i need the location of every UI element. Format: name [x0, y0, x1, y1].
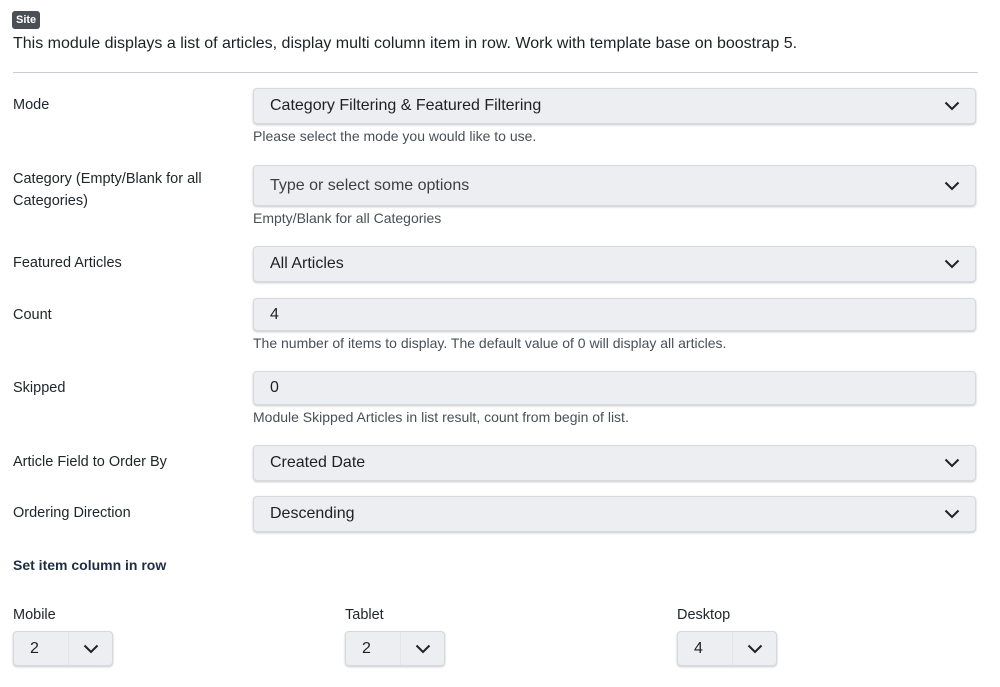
- chevron-down-icon: [929, 247, 975, 281]
- category-help: Empty/Blank for all Categories: [253, 210, 442, 226]
- order-by-label: Article Field to Order By: [13, 454, 167, 470]
- tablet-label: Tablet: [345, 607, 384, 623]
- featured-value: All Articles: [270, 255, 344, 272]
- featured-label: Featured Articles: [13, 255, 122, 271]
- mode-help: Please select the mode you would like to use.: [253, 128, 537, 144]
- tablet-columns-select[interactable]: [345, 631, 445, 666]
- count-input[interactable]: [253, 298, 976, 331]
- divider: [13, 72, 978, 73]
- chevron-down-icon: [929, 446, 975, 480]
- desktop-columns-value: 4: [694, 639, 703, 657]
- skipped-input[interactable]: [253, 371, 976, 405]
- count-value: 4: [270, 305, 279, 323]
- skipped-label: Skipped: [13, 380, 66, 396]
- mobile-columns-value: 2: [30, 639, 39, 657]
- count-help: The number of items to display. The default value of 0 will display all articles.: [253, 335, 727, 351]
- tablet-columns-value: 2: [362, 639, 371, 657]
- skipped-help: Module Skipped Articles in list result, count from begin of list.: [253, 409, 629, 425]
- chevron-down-icon: [400, 632, 444, 665]
- desktop-label: Desktop: [677, 607, 731, 623]
- direction-label: Ordering Direction: [13, 505, 131, 521]
- category-placeholder: Type or select some options: [270, 176, 470, 194]
- order-by-select[interactable]: [253, 445, 976, 481]
- direction-value: Descending: [270, 505, 355, 522]
- featured-select[interactable]: [253, 246, 976, 282]
- count-label: Count: [13, 307, 52, 323]
- desktop-columns-select[interactable]: [677, 631, 777, 666]
- chevron-down-icon: [929, 89, 975, 123]
- chevron-down-icon: [929, 166, 975, 205]
- chevron-down-icon: [929, 497, 975, 531]
- mobile-label: Mobile: [13, 607, 56, 623]
- skipped-value: 0: [270, 379, 279, 396]
- category-multiselect[interactable]: [253, 165, 976, 206]
- module-description: This module displays a list of articles, display multi column item in row. Work with template base on boostrap 5.: [13, 35, 798, 52]
- mobile-columns-select[interactable]: [13, 631, 113, 666]
- site-badge: Site: [12, 11, 40, 29]
- chevron-down-icon: [732, 632, 776, 665]
- category-label: Category (Empty/Blank for all Categories): [13, 171, 202, 209]
- mode-select[interactable]: [253, 88, 976, 124]
- order-by-value: Created Date: [270, 454, 366, 471]
- mode-label: Mode: [13, 97, 50, 113]
- mode-value: Category Filtering & Featured Filtering: [270, 97, 542, 114]
- column-section-title: Set item column in row: [13, 557, 167, 573]
- direction-select[interactable]: [253, 496, 976, 532]
- chevron-down-icon: [68, 632, 112, 665]
